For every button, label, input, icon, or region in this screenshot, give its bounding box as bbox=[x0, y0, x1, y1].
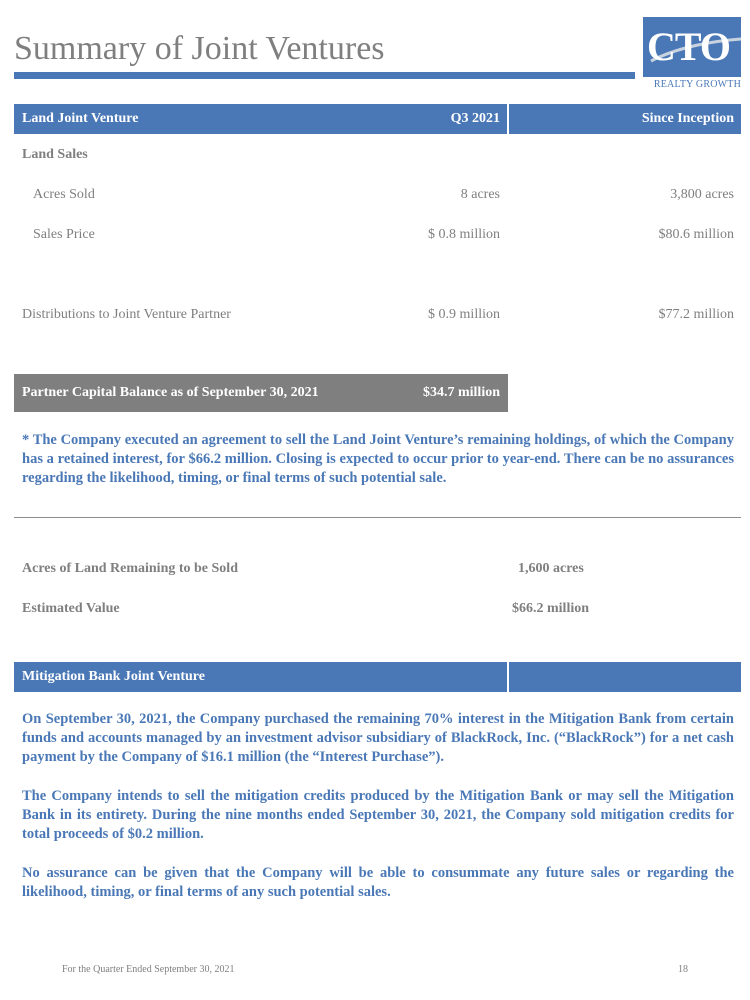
mitigation-paragraph-3: No assurance can be given that the Company will be able to consummate any future sales or regarding the likelihood, timing, or final terms of any such potential sales. bbox=[22, 865, 734, 900]
acres-remaining-value: 1,600 acres bbox=[518, 561, 584, 576]
page-number: 18 bbox=[678, 964, 688, 975]
logo-main-text: CTO bbox=[647, 24, 730, 69]
mitigation-jv-title: Mitigation Bank Joint Venture bbox=[22, 669, 205, 684]
band-divider bbox=[507, 662, 509, 692]
distributions-q3: $ 0.9 million bbox=[428, 307, 500, 322]
acres-sold-inception: 3,800 acres bbox=[670, 187, 734, 202]
logo-subtitle: REALTY GROWTH bbox=[653, 79, 741, 90]
footer-text: For the Quarter Ended September 30, 2021 bbox=[62, 964, 235, 975]
acres-remaining-label: Acres of Land Remaining to be Sold bbox=[22, 561, 238, 576]
col-inception-header: Since Inception bbox=[641, 111, 734, 126]
land-jv-title: Land Joint Venture bbox=[22, 111, 139, 126]
logo-box bbox=[643, 17, 741, 77]
mitigation-paragraph-1: On September 30, 2021, the Company purchased the remaining 70% interest in the Mitigation Bank from certain funds and accounts managed by an investment advisor subsidiary of BlackRock, Inc. (“BlackRock”) for a net cash payment by the Company of $16.1 million (the “Interest Purchase”). bbox=[22, 711, 734, 765]
distributions-inception: $77.2 million bbox=[658, 307, 734, 322]
sales-price-inception: $80.6 million bbox=[658, 227, 734, 242]
section-divider bbox=[14, 517, 741, 518]
mitigation-jv-header bbox=[14, 662, 741, 692]
company-logo bbox=[643, 17, 741, 93]
sales-price-q3: $ 0.8 million bbox=[428, 227, 500, 242]
partner-capital-label: Partner Capital Balance as of September 30, 2021 bbox=[22, 385, 319, 400]
sales-price-label: Sales Price bbox=[33, 227, 95, 242]
acres-sold-label: Acres Sold bbox=[33, 187, 95, 202]
col-q3-header: Q3 2021 bbox=[450, 111, 500, 126]
band-divider bbox=[507, 104, 509, 134]
land-jv-header bbox=[14, 104, 741, 134]
partner-capital-bar bbox=[14, 374, 508, 412]
page-title: Summary of Joint Ventures bbox=[14, 30, 385, 67]
land-jv-note: * The Company executed an agreement to sell the Land Joint Venture’s remaining holdings, of which the Company has a retained interest, for $66.2 million. Closing is expected to occur prior to year-end. There can be no assurances regarding the likelihood, timing, or final terms of such potential sale. bbox=[22, 432, 734, 486]
title-rule bbox=[14, 72, 635, 79]
partner-capital-value: $34.7 million bbox=[422, 385, 500, 400]
mitigation-paragraph-2: The Company intends to sell the mitigation credits produced by the Mitigation Bank or may sell the Mitigation Bank in its entirety. During the nine months ended September 30, 2021, the Company sold mitigation credits for total proceeds of $0.2 million. bbox=[22, 788, 734, 842]
land-sales-label: Land Sales bbox=[22, 147, 88, 162]
estimated-value-label: Estimated Value bbox=[22, 601, 120, 616]
distributions-label: Distributions to Joint Venture Partner bbox=[22, 307, 231, 322]
acres-sold-q3: 8 acres bbox=[460, 187, 500, 202]
estimated-value-value: $66.2 million bbox=[512, 601, 590, 616]
